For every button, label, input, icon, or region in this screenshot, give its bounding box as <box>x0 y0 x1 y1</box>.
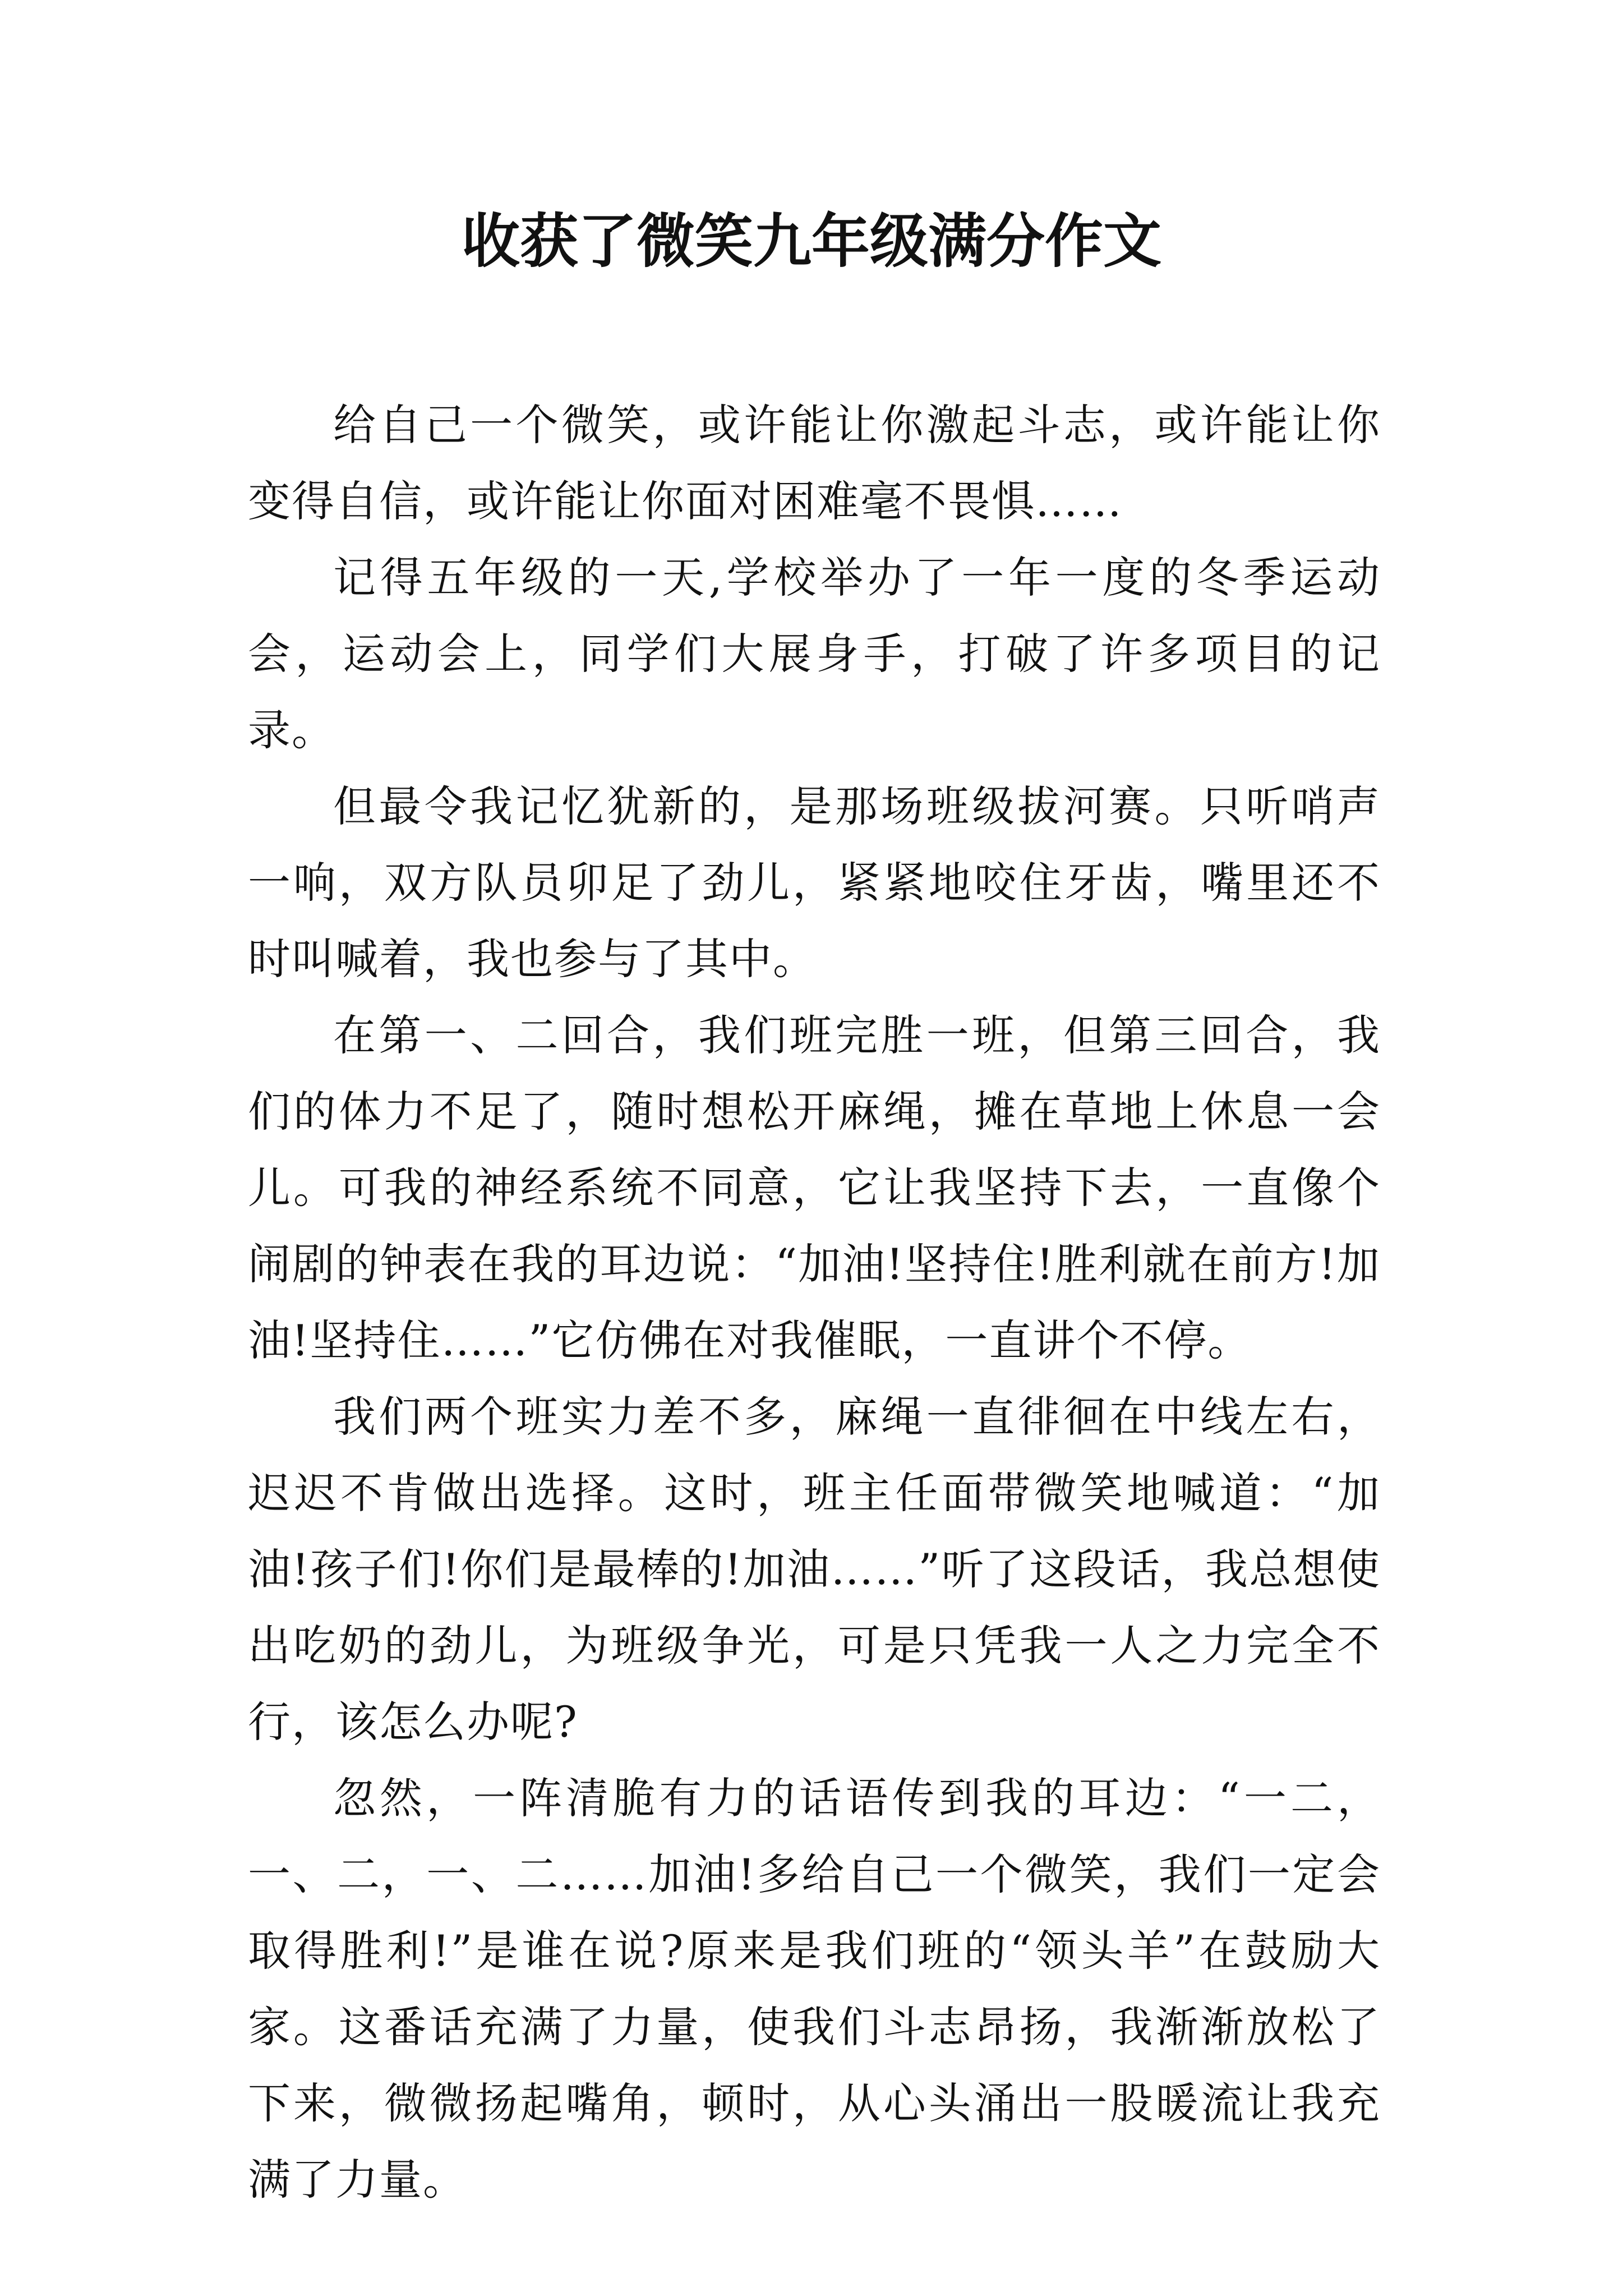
paragraph: 记得五年级的一天,学校举办了一年一度的冬季运动会，运动会上，同学们大展身手，打破了许多项目的记录。 <box>248 553 1381 755</box>
paragraph: 忽然，一阵清脆有力的话语传到我的耳边：“一二，一、二，一、二……加油!多给自己一个微笑，我们一定会取得胜利!”是谁在说?原来是我们班的“领头羊”在鼓励大家。这番话充满了力量，使我们斗志昂扬，我渐渐放松了下来，微微扬起嘴角，顿时，从心头涌出一股暖流让我充满了力量。 <box>248 1773 1381 2205</box>
paragraph: 但最令我记忆犹新的，是那场班级拔河赛。只听哨声一响，双方队员卯足了劲儿，紧紧地咬住牙齿，嘴里还不时叫喊着，我也参与了其中。 <box>248 781 1381 984</box>
document-title: 收获了微笑九年级满分作文 <box>461 206 1161 275</box>
paragraph: 我们两个班实力差不多，麻绳一直徘徊在中线左右，迟迟不肯做出选择。这时，班主任面带微笑地喊道：“加油!孩子们!你们是最棒的!加油……”听了这段话，我总想使出吃奶的劲儿，为班级争光，可是只凭我一人之力完全不行，该怎么办呢? <box>248 1392 1381 1747</box>
paragraph: 在第一、二回合，我们班完胜一班，但第三回合，我们的体力不足了，随时想松开麻绳，摊在草地上休息一会儿。可我的神经系统不同意，它让我坚持下去，一直像个闹剧的钟表在我的耳边说：“加油!坚持住!胜利就在前方!加油!坚持住……”它仿佛在对我催眠，一直讲个不停。 <box>248 1010 1381 1365</box>
document-body <box>248 387 1381 2218</box>
paragraph: 给自己一个微笑，或许能让你激起斗志，或许能让你变得自信，或许能让你面对困难毫不畏惧…… <box>248 400 1381 526</box>
